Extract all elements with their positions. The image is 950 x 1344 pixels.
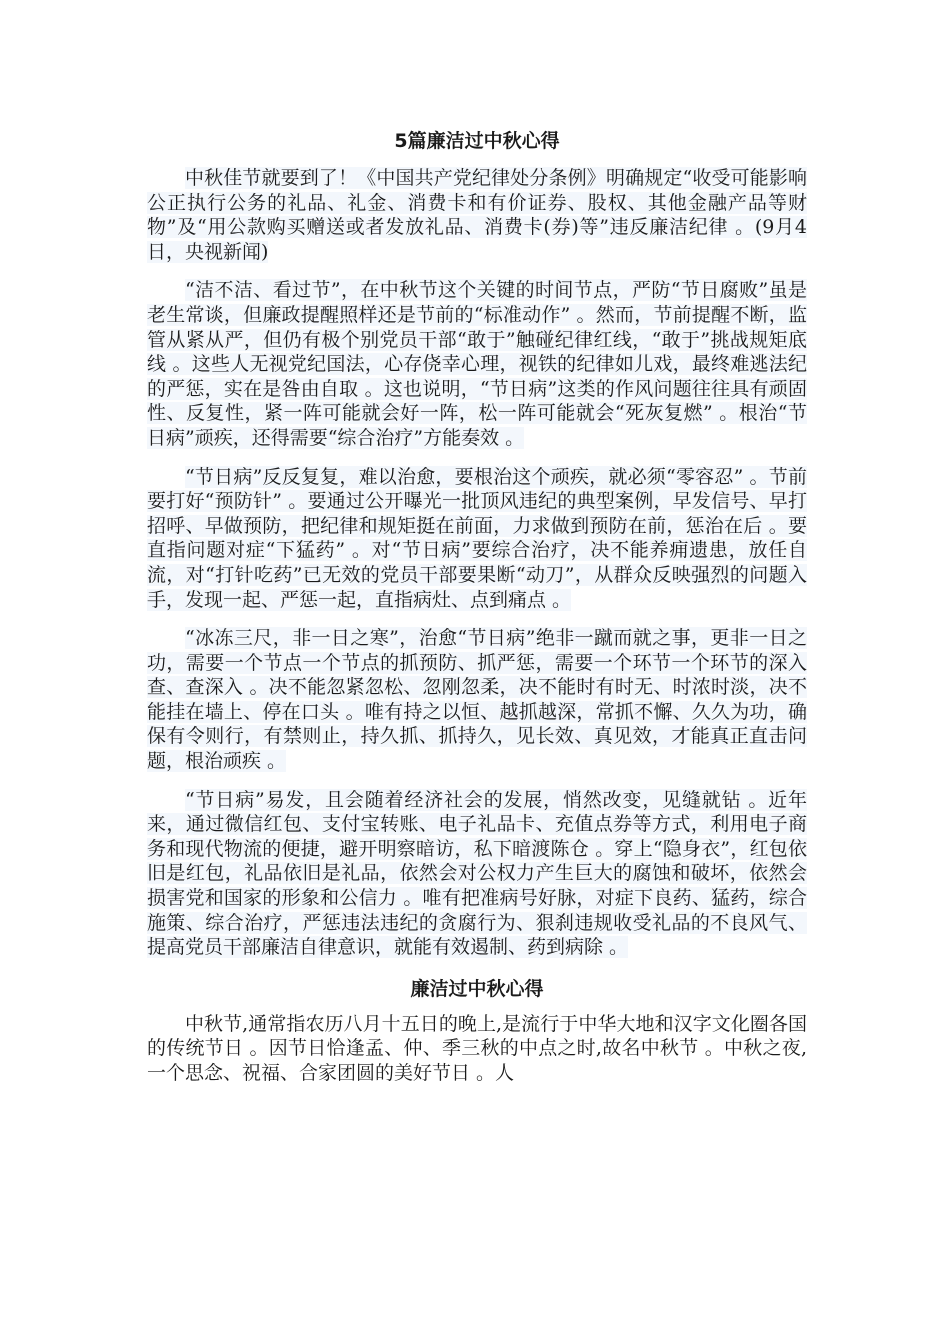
- paragraph-text: “节日病”反反复复，难以治愈，要根治这个顽疾，就必须“零容忍” 。节前要打好“预防针” 。要通过公开曝光一批顶风违纪的典型案例，早发信号、早打招呼、早做预防，把纪律和规矩挺在前面，力求做到预防在前，惩治在后 。要直指问题对症“下猛药” 。对“节日病”要综合治疗，决不能养痈遗患，放任自流，对“打针吃药”已无效的党员干部要果断“动刀”，从群众反映强烈的问题入手，发现一起、严惩一起，直指病灶、点到痛点 。: [147, 465, 807, 611]
- paragraph-text: 中秋节,通常指农历八月十五日的晚上,是流行于中华大地和汉字文化圈各国的传统节日 。因节日恰逢孟、仲、季三秋的中点之时,故名中秋节 。中秋之夜,一个思念、祝福、合家团圆的美好节日 。人: [147, 1012, 807, 1084]
- paragraph-text: “洁不洁、看过节”，在中秋节这个关键的时间节点，严防“节日腐败”虽是老生常谈，但廉政提醒照样还是节前的“标准动作” 。然而，节前提醒不断，监管从紧从严，但仍有极个别党员干部“敢于”触碰纪律红线，“敢于”挑战规矩底线 。这些人无视党纪国法，心存侥幸心理，视铁的纪律如儿戏，最终难逃法纪的严惩，实在是咎由自取 。这也说明，“节日病”这类的作风问题往往具有顽固性、反复性，紧一阵可能就会好一阵，松一阵可能就会“死灰复燃” 。根治“节日病”顽疾，还得需要“综合治疗”方能奏效 。: [147, 279, 807, 449]
- paragraph-2: [147, 278, 807, 450]
- paragraph-text: “冰冻三尺，非一日之寒”，治愈“节日病”绝非一蹴而就之事，更非一日之功，需要一个节点一个节点的抓预防、抓严惩，需要一个环节一个环节的深入查、查深入 。决不能忽紧忽松、忽刚忽柔，决不能时有时无、时浓时淡，决不能挂在墙上、停在口头 。唯有持之以恒、越抓越深，常抓不懈、久久为功，确保有令则行，有禁则止，持久抓、抓持久，见长效、真见效，才能真正直击问题，根治顽疾 。: [147, 627, 807, 773]
- section-title: 廉洁过中秋心得: [410, 977, 544, 1000]
- document-page: [147, 126, 807, 1100]
- paragraph-5: [147, 788, 807, 960]
- paragraph-1: [147, 166, 807, 264]
- paragraph-4: [147, 626, 807, 774]
- paragraph-3: [147, 465, 807, 613]
- paragraph-6: [147, 1012, 807, 1086]
- paragraph-text: 中秋佳节就要到了！《中国共产党纪律处分条例》明确规定“收受可能影响公正执行公务的礼品、礼金、消费卡和有价证券、股权、其他金融产品等财物”及“用公款购买赠送或者发放礼品、消费卡(券)等”违反廉洁纪律 。(9月4日，央视新闻): [147, 167, 807, 263]
- document-title: 5篇廉洁过中秋心得: [394, 130, 560, 152]
- paragraph-text: “节日病”易发，且会随着经济社会的发展，悄然改变，见缝就钻 。近年来，通过微信红包、支付宝转账、电子礼品卡、充值点券等方式，利用电子商务和现代物流的便捷，避开明察暗访，私下暗渡陈仓 。穿上“隐身衣”，红包依旧是红包，礼品依旧是礼品，依然会对公权力产生巨大的腐蚀和破坏，依然会损害党和国家的形象和公信力 。唯有把准病号好脉，对症下良药、猛药，综合施策、综合治疗，严惩违法违纪的贪腐行为、狠刹违规收受礼品的不良风气、提高党员干部廉洁自律意识，就能有效遏制、药到病除 。: [147, 788, 807, 959]
